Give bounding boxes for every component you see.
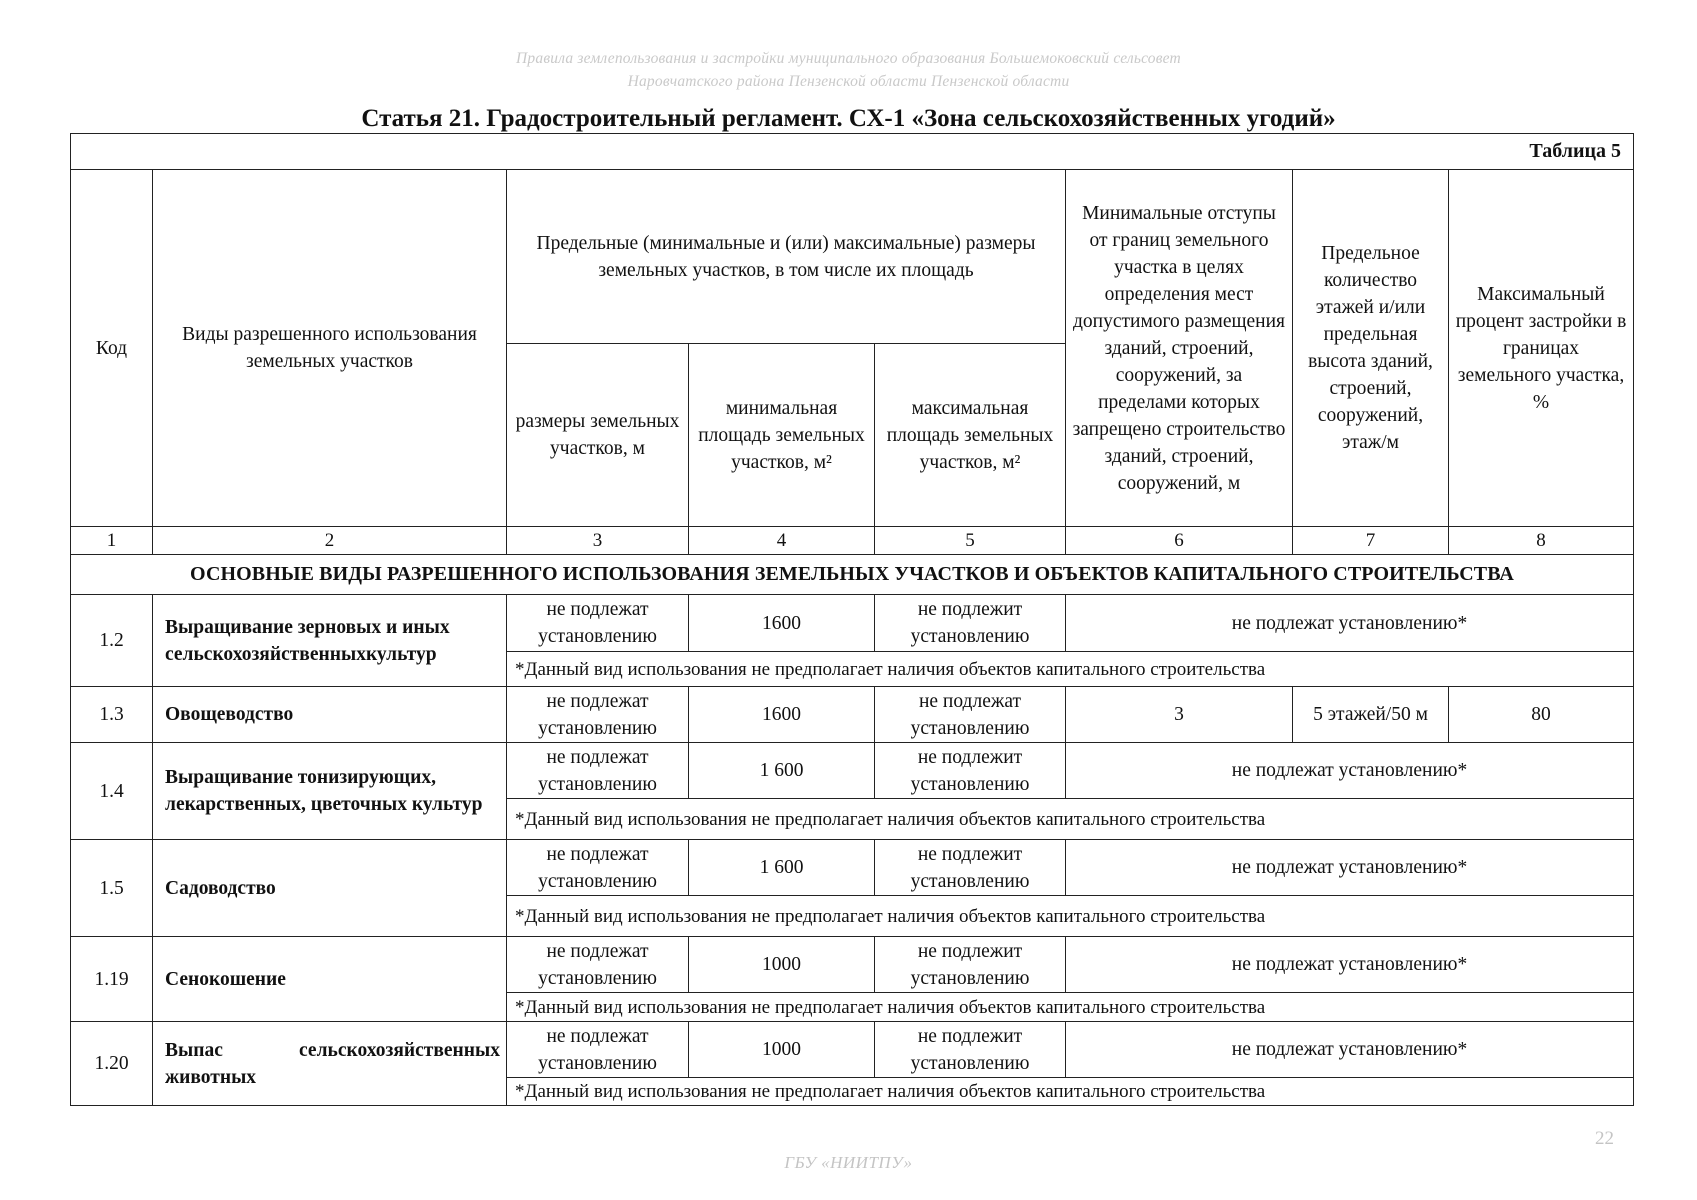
row-max-area: не подлежит установлению [875,840,1066,896]
column-number: 8 [1449,527,1634,555]
running-header-line-1: Правила землепользования и застройки муниципального образования Большемоковский сельсовет [516,50,1181,67]
row-sizes: не подлежат установлению [507,595,689,652]
row-min-area: 1000 [689,1022,875,1078]
row-code: 1.19 [71,937,153,1022]
column-number: 4 [689,527,875,555]
row-note: *Данный вид использования не предполагает наличия объектов капитального строительства [507,993,1634,1022]
row-code: 1.4 [71,743,153,840]
row-sizes: не подлежат установлению [507,743,689,799]
row-sizes: не подлежат установлению [507,1022,689,1078]
row-code: 1.5 [71,840,153,937]
row-min-area: 1 600 [689,743,875,799]
table-label: Таблица 5 [71,134,1634,170]
table-row [71,937,1634,993]
page-number: 22 [1595,1128,1614,1149]
row-use-name: Выпас сельскохозяйственных животных [153,1022,507,1106]
row-floors: 5 этажей/50 м [1293,687,1449,743]
row-sizes: не подлежат установлению [507,840,689,896]
row-max-area: не подлежит установлению [875,595,1066,652]
row-coverage: 80 [1449,687,1634,743]
header-code: Код [71,170,153,527]
row-use-name: Овощеводство [153,687,507,743]
table-row [71,743,1634,799]
column-number: 5 [875,527,1066,555]
row-min-area: 1 600 [689,840,875,896]
row-rest: не подлежат установлению* [1066,937,1634,993]
table-row [71,840,1634,896]
running-header-line-2: Наровчатского района Пензенской области Пензенской области [627,73,1070,90]
row-note: *Данный вид использования не предполагает наличия объектов капитального строительства [507,652,1634,687]
row-note: *Данный вид использования не предполагает наличия объектов капитального строительства [507,799,1634,840]
table-row [71,687,1634,743]
row-min-area: 1600 [689,687,875,743]
row-sizes: не подлежат установлению [507,687,689,743]
column-number: 7 [1293,527,1449,555]
row-rest: не подлежат установлению* [1066,595,1634,652]
header-max-area: максимальная площадь земельных участков, м² [875,344,1066,527]
header-min-area: минимальная площадь земельных участков, м² [689,344,875,527]
header-setbacks: Минимальные отступы от границ земельного участка в целях определения мест допустимого размещения зданий, строений, сооружений, за пределами которых запрещено строительство зданий, строений, сооружений, м [1066,170,1293,527]
article-title: Статья 21. Градостроительный регламент. СХ-1 «Зона сельскохозяйственных угодий» [361,105,1336,132]
section-title: ОСНОВНЫЕ ВИДЫ РАЗРЕШЕННОГО ИСПОЛЬЗОВАНИЯ ЗЕМЕЛЬНЫХ УЧАСТКОВ И ОБЪЕКТОВ КАПИТАЛЬНОГО СТРОИТЕЛЬСТВА [71,555,1634,595]
row-min-area: 1600 [689,595,875,652]
row-use-name: Выращивание тонизирующих, лекарственных, цветочных культур [153,743,507,840]
header-coverage: Максимальный процент застройки в границах земельного участка, % [1449,170,1634,527]
row-max-area: не подлежит установлению [875,937,1066,993]
row-note: *Данный вид использования не предполагает наличия объектов капитального строительства [507,1078,1634,1106]
column-number: 2 [153,527,507,555]
footer-organization: ГБУ «НИИТПУ» [784,1153,913,1172]
header-sizes: размеры земельных участков, м [507,344,689,527]
row-min-area: 1000 [689,937,875,993]
row-max-area: не подлежит установлению [875,743,1066,799]
row-sizes: не подлежат установлению [507,937,689,993]
row-max-area: не подлежат установлению [875,687,1066,743]
column-numbers-row [71,527,1634,555]
row-note: *Данный вид использования не предполагает наличия объектов капитального строительства [507,896,1634,937]
row-use-name: Садоводство [153,840,507,937]
running-header [0,47,1697,93]
column-number: 3 [507,527,689,555]
header-limits-group: Предельные (минимальные и (или) максимальные) размеры земельных участков, в том числе их площадь [507,170,1066,344]
header-use-types: Виды разрешенного использования земельных участков [153,170,507,527]
column-number: 6 [1066,527,1293,555]
row-rest: не подлежат установлению* [1066,743,1634,799]
row-rest: не подлежат установлению* [1066,1022,1634,1078]
column-number: 1 [71,527,153,555]
regulation-table [70,133,1634,1106]
row-code: 1.3 [71,687,153,743]
row-rest: не подлежат установлению* [1066,840,1634,896]
header-floors: Предельное количество этажей и/или предельная высота зданий, строений, сооружений, этаж/м [1293,170,1449,527]
table-row [71,1022,1634,1078]
row-use-name: Сенокошение [153,937,507,1022]
row-max-area: не подлежит установлению [875,1022,1066,1078]
row-code: 1.2 [71,595,153,687]
row-code: 1.20 [71,1022,153,1106]
row-use-name: Выращивание зерновых и иных сельскохозяйственныхкультур [153,595,507,687]
row-setback: 3 [1066,687,1293,743]
table-row [71,595,1634,652]
